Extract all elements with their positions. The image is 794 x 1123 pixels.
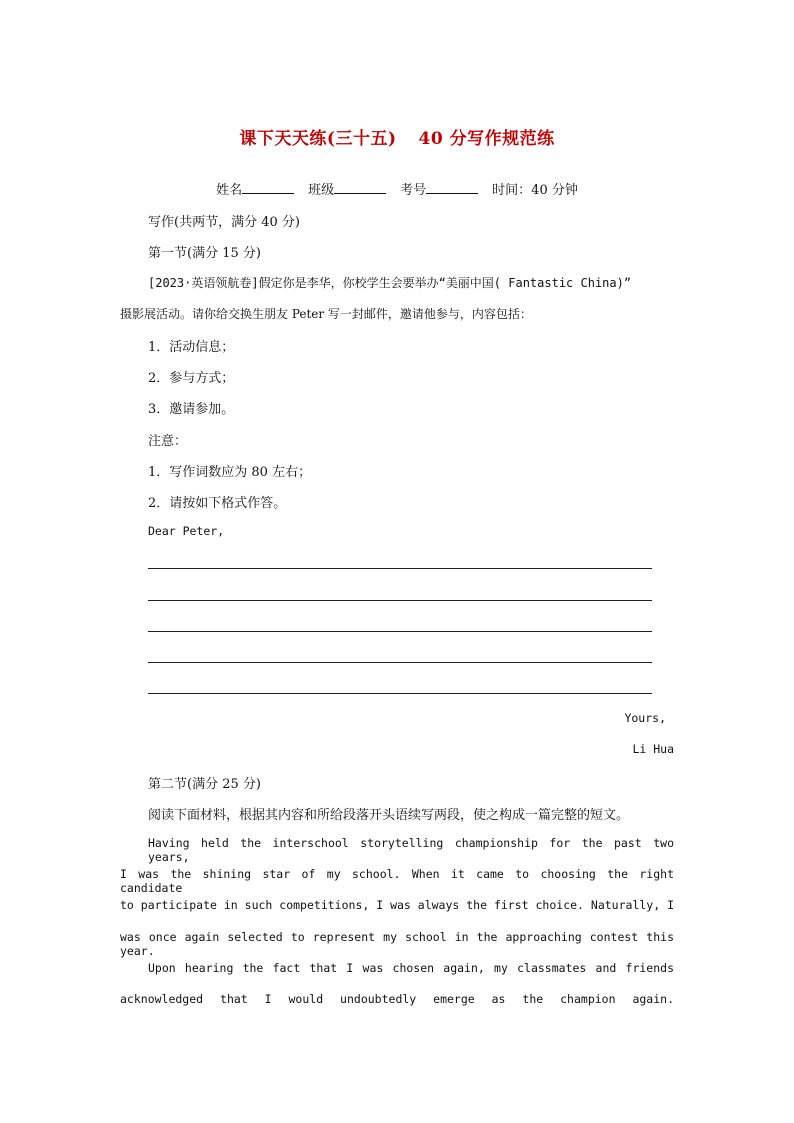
title-main: 课下天天练(三十五) bbox=[239, 129, 397, 149]
passage-line: I was the shining star of my school. When it came to choosing the right candidate bbox=[120, 867, 674, 895]
writing-line bbox=[148, 693, 652, 694]
number-field: 考号 bbox=[400, 179, 478, 198]
part1-prompt-line1: [2023·英语领航卷]假定你是李华，你校学生会要举办“美丽中国( Fantastic China)” bbox=[148, 276, 632, 290]
title-sub: 40 分写作规范练 bbox=[418, 129, 555, 149]
content-item-3: 3．邀请参加。 bbox=[148, 402, 235, 417]
part2-heading: 第二节(满分 25 分) bbox=[148, 777, 261, 792]
part2-instruction: 阅读下面材料，根据其内容和所给段落开头语续写两段，使之构成一篇完整的短文。 bbox=[148, 808, 630, 823]
note-label: 注意： bbox=[148, 434, 188, 449]
note-1: 1．写作词数应为 80 左右； bbox=[148, 465, 312, 480]
passage-line: acknowledged that I would undoubtedly emerge as the champion again. bbox=[120, 992, 674, 1006]
passage-line: Having held the interschool storytelling championship for the past two years, bbox=[148, 836, 674, 864]
writing-line bbox=[148, 568, 652, 569]
page-title bbox=[0, 124, 794, 149]
passage-line: was once again selected to represent my school in the approaching contest this year. bbox=[120, 930, 674, 958]
passage-line: Upon hearing the fact that I was chosen again, my classmates and friends bbox=[148, 961, 674, 975]
content-item-2: 2．参与方式； bbox=[148, 371, 235, 386]
letter-closing: Yours, bbox=[624, 711, 666, 725]
part1-prompt-line2: 摄影展活动。请你给交换生朋友 Peter 写一封邮件，邀请他参与，内容包括： bbox=[120, 307, 532, 321]
class-field: 班级 bbox=[308, 179, 386, 198]
writing-line bbox=[148, 631, 652, 632]
letter-signature: Li Hua bbox=[632, 742, 674, 756]
section-header: 写作(共两节，满分 40 分) bbox=[148, 215, 300, 230]
passage-line: to participate in such competitions, I was always the first choice. Naturally, I bbox=[120, 898, 674, 912]
part1-heading: 第一节(满分 15 分) bbox=[148, 246, 261, 261]
name-field: 姓名 bbox=[216, 179, 294, 198]
note-2: 2．请按如下格式作答。 bbox=[148, 496, 287, 511]
writing-line bbox=[148, 662, 652, 663]
student-info-row bbox=[0, 179, 794, 198]
time-field: 时间：40 分钟 bbox=[492, 183, 578, 198]
writing-line bbox=[148, 600, 652, 601]
letter-greeting: Dear Peter, bbox=[148, 524, 225, 538]
content-item-1: 1．活动信息； bbox=[148, 340, 235, 355]
